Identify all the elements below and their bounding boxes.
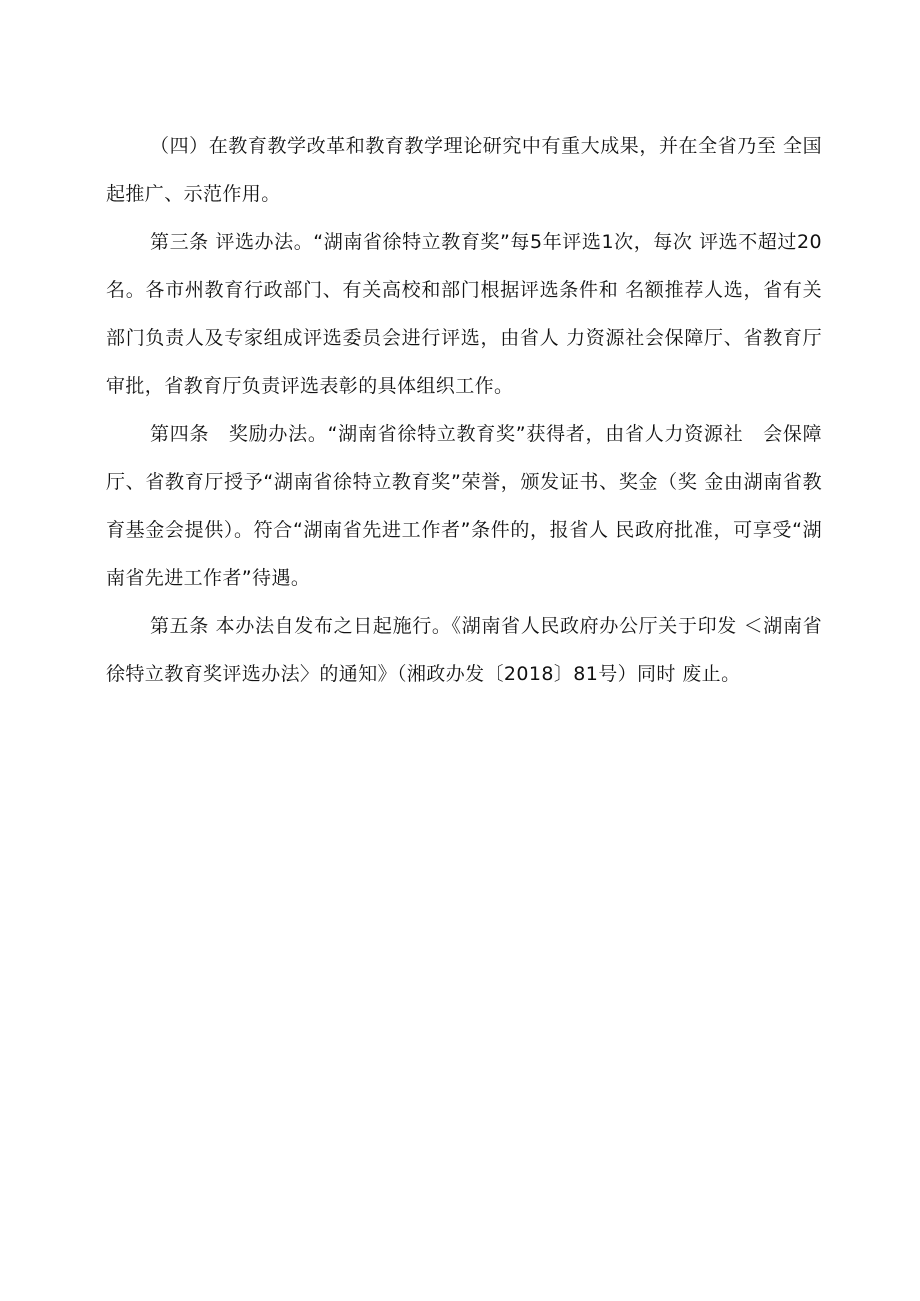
- paragraph-achievement-criterion: （四）在教育教学改革和教育教学理论研究中有重大成果，并在全省乃至 全国起推广、示范作用。: [106, 135, 822, 205]
- paragraph-article-3: 第三条 评选办法。“湖南省徐特立教育奖”每5年评选1次，每次 评选不超过20名。各市州教育行政部门、有关高校和部门根据评选条件和 名额推荐人选，省有关部门负责人及专家组成评选委员会进行评选，由省人 力资源社会保障厅、省教育厅审批，省教育厅负责评选表彰的具体组织工作。: [106, 231, 822, 397]
- paragraph-article-5: 第五条 本办法自发布之日起施行。《湖南省人民政府办公厅关于印发 ＜湖南省徐特立教育奖评选办法〉的通知》（湘政办发〔2018〕81号）同时 废止。: [106, 615, 822, 685]
- paragraph-article-4: 第四条 奖励办法。“湖南省徐特立教育奖”获得者，由省人力资源社 会保障厅、省教育厅授予“湖南省徐特立教育奖”荣誉，颁发证书、奖金（奖 金由湖南省教育基金会提供）。符合“湖南省先进工作者”条件的，报省人 民政府批准，可享受“湖南省先进工作者”待遇。: [106, 423, 822, 589]
- document-body: [106, 122, 822, 698]
